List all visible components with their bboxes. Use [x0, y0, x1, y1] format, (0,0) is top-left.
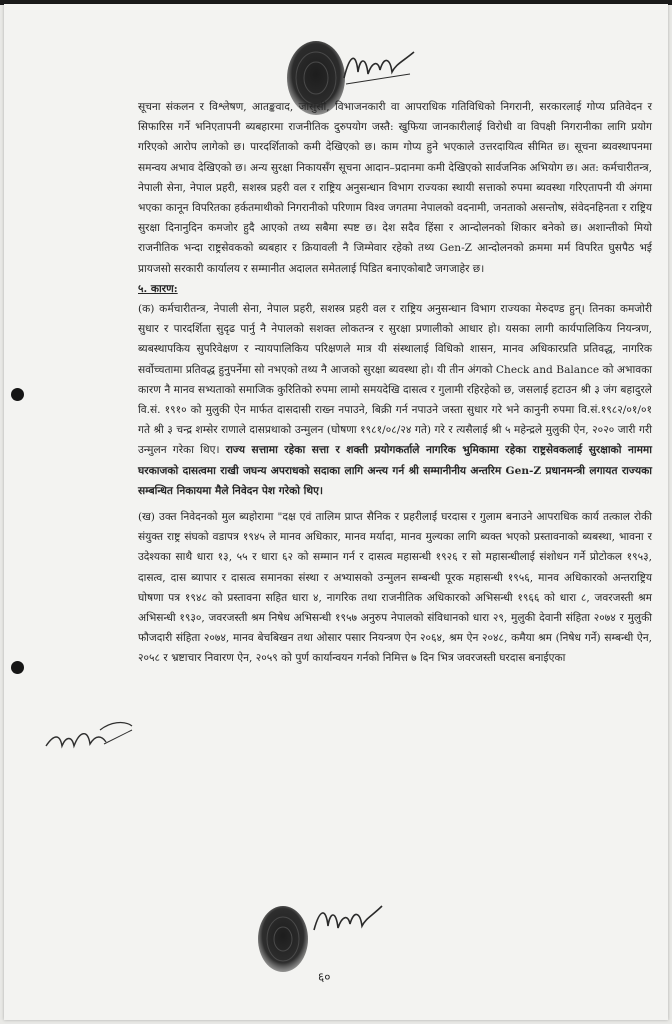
- paragraph-ka-text: (क) कर्मचारीतन्त्र, नेपाली सेना, नेपाल प्रहरी, सशस्त्र प्रहरी वल र राष्ट्रिय अनुसन्धान विभाग राज्यका मेरुदण्ड हुन्। तिनका कमजोरी सुधार र पारदर्शिता सुदृढ पार्नु नै नेपालको सशक्त लोकतन्त्र र सुरक्षा प्रणालीको आधार हो। यसका लागी कार्यपालिकिय नियन्त्रण, ब्यबस्थापकिय सुपरिवेक्षण र न्यायपालिकिय परिक्षणले मात्र यी संस्थालाई विधिको शासन, मानव अधिकारप्रति प्रतिवद्ध, नागरिक सर्वोच्चतामा प्रतिवद्ध हुनुपर्नेमा सो नभएको तथ्य नै आजको सुरक्षा ब्यवस्था हो। यी तीन अंगको Check and Balance को अभावका कारण नै मानव सभ्यताको समाजिक कुरितिको रुपमा लामो समयदेखि दासत्व र गुलामी रहिरहेको छ, जसलाई हटाउन श्री ३ जंग बहादुरले वि.सं. १९१० को मुलुकी ऐन मार्फत दासदासी राख्न नपाउने, बिक्री गर्न नपाउने जस्ता सुधार गरे भने कानुनी रुपमा वि.सं.१९८२/०१/०१ गते श्री ३ चन्द्र शम्सेर राणाले दासप्रथाको उन्मुलन (घोषणा १९८१/०८/२४ गते) गरे र त्यसैलाई श्री ५ महेन्द्रले मुलुकी ऐन, २०२० जारी गरी उन्मुलन गरेका थिए।: [138, 303, 652, 457]
- document-body: [138, 97, 652, 669]
- punch-hole-lower: [11, 661, 24, 674]
- signature-top: [340, 44, 420, 88]
- section-heading: ५. कारण:: [138, 282, 178, 295]
- page-number: ६०: [318, 970, 331, 984]
- paragraph-ka: [138, 299, 652, 501]
- signature-bottom: [310, 900, 386, 940]
- paragraph-intro: सूचना संकलन र विश्लेषण, आतङ्कवाद, जासुसी, विभाजनकारी वा आपराधिक गतिविधिको निगरानी, सरकारलाई गोप्य प्रतिवेदन र सिफारिस गर्ने भनिएतापनी ब्यबहारमा राजनीतिक दुरुपयोग जस्तै: खुफिया जानकारीलाई विरोधी वा विपक्षी निगरानीका लागि प्रयोग गरिएको आरोप लागेको छ। पारदर्शिताको कमी देखिएको छ। काम गोप्य हुने भएकाले उत्तरदायित्व सीमित छ। सूचना ब्यवस्थापनमा समन्वय अभाव देखिएको छ। अन्य सुरक्षा निकायसँग सूचना आदान–प्रदानमा कमी देखिएको सार्वजनिक अभियोग छ। अत: कर्मचारीतन्त्र, नेपाली सेना, नेपाल प्रहरी, सशस्त्र प्रहरी वल र राष्ट्रिय अनुसन्धान विभाग राज्यका स्थायी सत्ताको रुपमा ब्यवस्था गरिएतापनी यी अंगमा भएका कानून विपरितका हर्कतमाथीको निगरानीको परिणाम विश्व जगतमा नेपालको वदनामी, जनताको असन्तोष, संवेदनहिनता र राष्ट्रिय सुरक्षा दिनानुदिन कमजोर हुदै आएको तथ्य सबैमा स्पष्ट छ। देश सदैव हिंसा र आन्दोलनको शिकार बनेको छ। अशान्तीको मियो राजनीतिक भन्दा राष्ट्रसेवकको ब्यबहार र क्रियावली नै जिम्मेवार रहेको तथ्य Gen-Z आन्दोलनको क्रममा मर्म विपरित घुसपैठ भई प्रायजसो सरकारी कार्यालय र सम्मानीत अदालत समेतलाई पिडित बनाएकोबाटै जगजाहेर छ।: [138, 101, 652, 275]
- paragraph-kha: (ख) उक्त निवेदनको मुल ब्यहोरामा "दक्ष एवं तालिम प्राप्त सैनिक र प्रहरीलाई घरदास र गुलाम बनाउने आपराधिक कार्य तत्काल रोकी संयुक्त राष्ट्र संघको वडापत्र १९४५ ले मानव अधिकार, मानव मर्यादा, मानव मुल्यका लागि ब्यक्त भएको प्रस्तावनाको ब्यबस्था, भावना र उदेश्यका साथै धारा १३, ५५ र धारा ६२ को सम्मान गर्न र दासत्व महासन्धी १९२६ र सो महासन्धीलाई संशोधन गर्ने प्रोटोकल १९५३, दासत्व, दास ब्यापार र दासत्व समानका संस्था र अभ्यासको उन्मुलन सम्बन्धी पूरक महासन्धी १९५६, मानव अधिकारको अन्तराष्ट्रिय घोषणा पत्र १९४८ को प्रस्तावना सहित धारा ४, नागरिक तथा राजनीतिक अधिकारको अभिसन्धी १९६६ को धारा ८, जवरजस्ती श्रम अभिसन्धी १९३०, जवरजस्ती श्रम निषेध अभिसन्धी १९५७ अनुरुप नेपालको संविधानको धारा २९, मुलुकी देवानी संहिता २०७४ र मुलुकी फौजदारी संहिता २०७४, मानव बेचबिखन तथा ओसार पसार नियन्त्रण ऐन २०६४, श्रम ऐन २०४८, कमैया श्रम (निषेध गर्ने) सम्बन्धी ऐन, २०५८ र भ्रष्टाचार निवारण ऐन, २०५९ को पुर्ण कार्यान्वयन गर्नको निमित्त ७ दिन भित्र जवरजस्ती घरदास बनाईएका: [138, 511, 652, 665]
- punch-hole-upper: [11, 388, 24, 401]
- paragraph-ka-bold: राज्य सत्तामा रहेका सत्ता र शक्ती प्रयोगकर्ताले नागरिक भुमिकामा रहेका राष्ट्रसेवकलाई सुरक्षाको नाममा घरकाजको दासत्वमा राखी जघन्य अपराधको सदाका लागि अन्त्य गर्न श्री सम्मानीनीय अन्तरिम Gen-Z प्रधानमन्त्री लगायत राज्यका सम्बन्धित निकायमा मैले निवेदन पेश गरेको थिए।: [138, 444, 652, 497]
- margin-signature: [40, 716, 136, 760]
- thumbprint-bottom: [256, 904, 310, 974]
